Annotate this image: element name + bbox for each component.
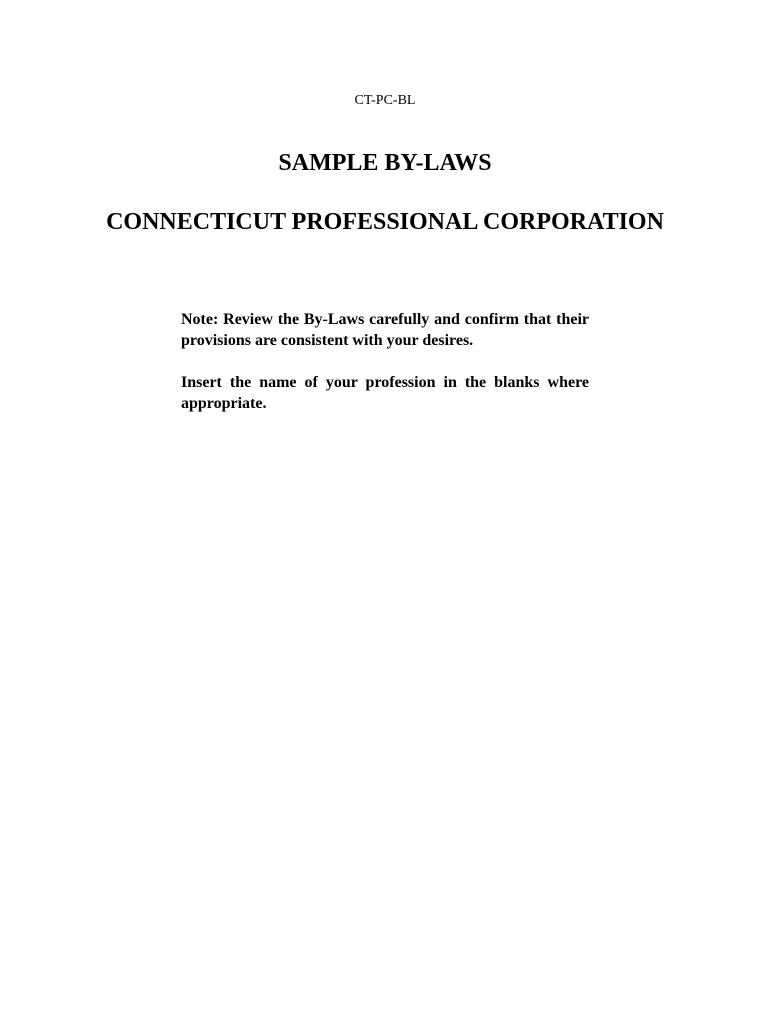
document-code: CT-PC-BL [354, 93, 416, 108]
note-paragraph-review: Note: Review the By-Laws carefully and confirm that their provisions are consistent with your desires. [181, 311, 589, 349]
document-title: SAMPLE BY-LAWS [278, 150, 492, 176]
note-paragraph-insert: Insert the name of your profession in the blanks where appropriate. [181, 374, 589, 412]
document-subtitle: CONNECTICUT PROFESSIONAL CORPORATION [106, 209, 664, 235]
note-block [181, 309, 589, 414]
